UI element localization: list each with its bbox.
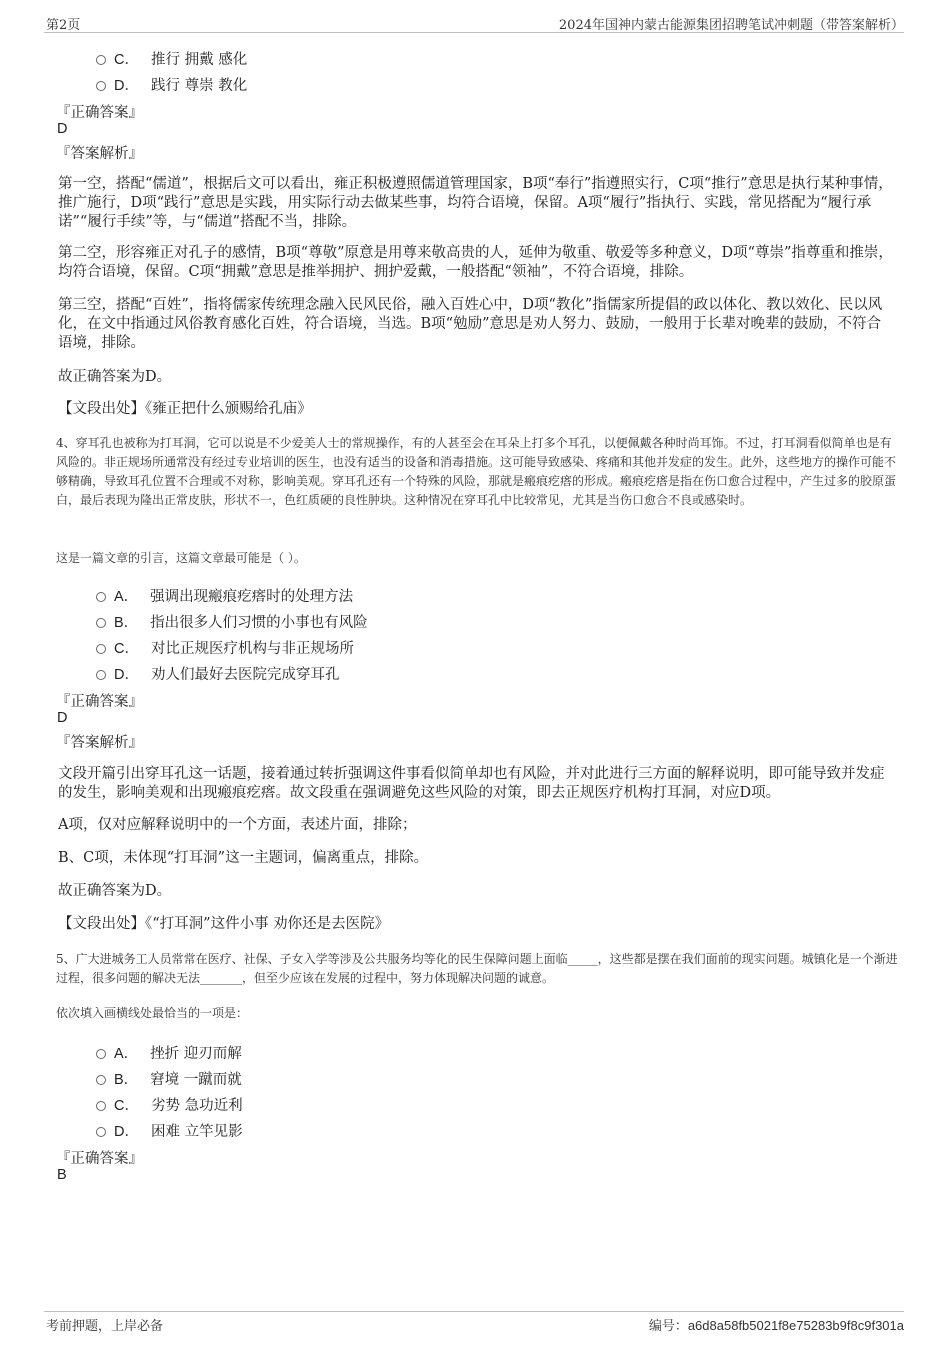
option-a[interactable]: A． 强调出现瘢痕疙瘩时的处理方法 xyxy=(96,585,353,606)
analysis-conclusion: 故正确答案为D。 xyxy=(58,883,172,899)
option-text: 践行 尊崇 教化 xyxy=(150,78,248,94)
option-d[interactable]: D． 践行 尊崇 教化 xyxy=(96,74,247,95)
document-code xyxy=(649,1315,904,1334)
option-text: 劝人们最好去医院完成穿耳孔 xyxy=(150,667,340,683)
radio-icon[interactable] xyxy=(96,618,106,628)
analysis-paragraph: 文段开篇引出穿耳孔这一话题，接着通过转折强调这件事看似简单却也有风险，并对此进行三方面的解释说明，即可能导致并发症的发生，影响美观和出现瘢痕疙瘩。故文段重在强调避免这些风险的对策，即去正规医疗机构打耳洞，对应D项。 xyxy=(58,766,885,801)
analysis-paragraph: B、C项，未体现“打耳洞”这一主题词，偏离重点，排除。 xyxy=(58,850,429,866)
radio-icon[interactable] xyxy=(96,1049,106,1059)
radio-icon[interactable] xyxy=(96,1127,106,1137)
question-stem: 这是一篇文章的引言，这篇文章最可能是（ ）。 xyxy=(56,551,306,565)
answer-label: 『正确答案』 xyxy=(56,105,143,121)
answer-label: 『正确答案』 xyxy=(56,694,143,710)
radio-icon[interactable] xyxy=(96,81,106,91)
option-text: 挫折 迎刃而解 xyxy=(150,1046,242,1062)
option-text: 强调出现瘢痕疙瘩时的处理方法 xyxy=(150,589,354,605)
page-number: 第2页 xyxy=(46,18,81,33)
question-stem: 依次填入画横线处最恰当的一项是： xyxy=(56,1006,249,1020)
option-c[interactable]: C． 对比正规医疗机构与非正规场所 xyxy=(96,637,354,658)
option-text: 指出很多人们习惯的小事也有风险 xyxy=(150,615,368,631)
code-value: a6d8a58fb5021f8e75283b9f8c9f301a xyxy=(687,1318,904,1333)
analysis-label: 『答案解析』 xyxy=(56,735,143,751)
question-passage: 5、广大进城务工人员常常在医疗、社保、子女入学等涉及公共服务均等化的民生保障问题上面临_____，这些都是摆在我们面前的现实问题。城镇化是一个渐进过程，很多问题的解决无法_______，但至少应该在发展的过程中，努力体现解决问题的诚意。 xyxy=(56,952,898,985)
analysis-label: 『答案解析』 xyxy=(56,146,143,162)
answer-label: 『正确答案』 xyxy=(56,1151,143,1167)
analysis-conclusion: 故正确答案为D。 xyxy=(58,369,172,385)
option-text: 困难 立竿见影 xyxy=(150,1124,243,1140)
source-citation: 【文段出处】《“打耳洞”这件小事 劝你还是去医院》 xyxy=(58,916,390,932)
code-label: 编号： xyxy=(648,1319,688,1334)
answer-value: B xyxy=(57,1167,67,1183)
question-passage: 4、穿耳孔也被称为打耳洞，它可以说是不少爱美人士的常规操作，有的人甚至会在耳朵上打多个耳孔，以便佩戴各种时尚耳饰。不过，打耳洞看似简单也是有风险的。非正规场所通常没有经过专业培训的医生，也没有适当的设备和消毒措施。这可能导致感染、疼痛和其他并发症的发生。此外，这些地方的操作可能不够精确，导致耳孔位置不合理或不对称，影响美观。穿耳孔还有一个特殊的风险，那就是瘢痕疙瘩的形成。瘢痕疙瘩是指在伤口愈合过程中，产生过多的胶原蛋白，最后表现为隆出正常皮肤，形状不一，色红质硬的良性肿块。这种情况在穿耳孔中比较常见，尤其是当伤口愈合不良或感染时。 xyxy=(56,436,897,507)
option-c[interactable]: C． 劣势 急功近利 xyxy=(96,1094,243,1115)
option-d[interactable]: D． 困难 立竿见影 xyxy=(96,1120,243,1141)
radio-icon[interactable] xyxy=(96,1101,106,1111)
option-text: 劣势 急功近利 xyxy=(150,1098,243,1114)
option-c[interactable]: C． 推行 拥戴 感化 xyxy=(96,48,247,69)
radio-icon[interactable] xyxy=(96,55,106,65)
footer-slogan: 考前押题，上岸必备 xyxy=(46,1319,164,1334)
option-a[interactable]: A． 挫折 迎刃而解 xyxy=(96,1042,242,1063)
option-b[interactable]: B． 指出很多人们习惯的小事也有风险 xyxy=(96,611,368,632)
option-text: 对比正规医疗机构与非正规场所 xyxy=(150,641,354,657)
analysis-paragraph: 第一空，搭配“儒道”，根据后文可以看出，雍正积极遵照儒道管理国家，B项“奉行”指遵照实行，C项“推行”意思是执行某种事情，推广施行，D项“践行”意思是实践，用实际行动去做某些事，均符合语境，保留。A项“履行”指执行、实践，常见搭配为“履行承诺”“履行手续”等，与“儒道”搭配不当，排除。 xyxy=(58,176,893,230)
answer-value: D xyxy=(57,121,68,137)
page-header xyxy=(44,12,904,33)
option-d[interactable]: D． 劝人们最好去医院完成穿耳孔 xyxy=(96,663,339,684)
radio-icon[interactable] xyxy=(96,644,106,654)
analysis-paragraph: 第三空，搭配“百姓”，指将儒家传统理念融入民风民俗，融入百姓心中，D项“教化”指儒家所提倡的政以体化、教以效化、民以风化，在文中指通过风俗教育感化百姓，符合语境，当选。B项“勉励”意思是劝人努力、鼓励，一般用于长辈对晚辈的鼓励，不符合语境，排除。 xyxy=(58,297,883,351)
analysis-paragraph: 第二空，形容雍正对孔子的感情，B项“尊敬”原意是用尊来敬高贵的人，延伸为敬重、敬爱等多种意义，D项“尊崇”指尊重和推崇，均符合语境，保留。C项“拥戴”意思是推举拥护、拥护爱戴，一般搭配“领袖”，不符合语境，排除。 xyxy=(58,245,893,280)
page-footer xyxy=(44,1311,904,1336)
document-title: 2024年国神内蒙古能源集团招聘笔试冲刺题（带答案解析） xyxy=(558,18,904,33)
analysis-paragraph: A项，仅对应解释说明中的一个方面，表述片面，排除； xyxy=(58,817,417,833)
radio-icon[interactable] xyxy=(96,670,106,680)
answer-value: D xyxy=(57,710,68,726)
option-text: 推行 拥戴 感化 xyxy=(150,52,248,68)
radio-icon[interactable] xyxy=(96,592,106,602)
radio-icon[interactable] xyxy=(96,1075,106,1085)
option-text: 窘境 一蹴而就 xyxy=(150,1072,242,1088)
option-b[interactable]: B． 窘境 一蹴而就 xyxy=(96,1068,242,1089)
source-citation: 【文段出处】《雍正把什么颁赐给孔庙》 xyxy=(58,401,312,417)
